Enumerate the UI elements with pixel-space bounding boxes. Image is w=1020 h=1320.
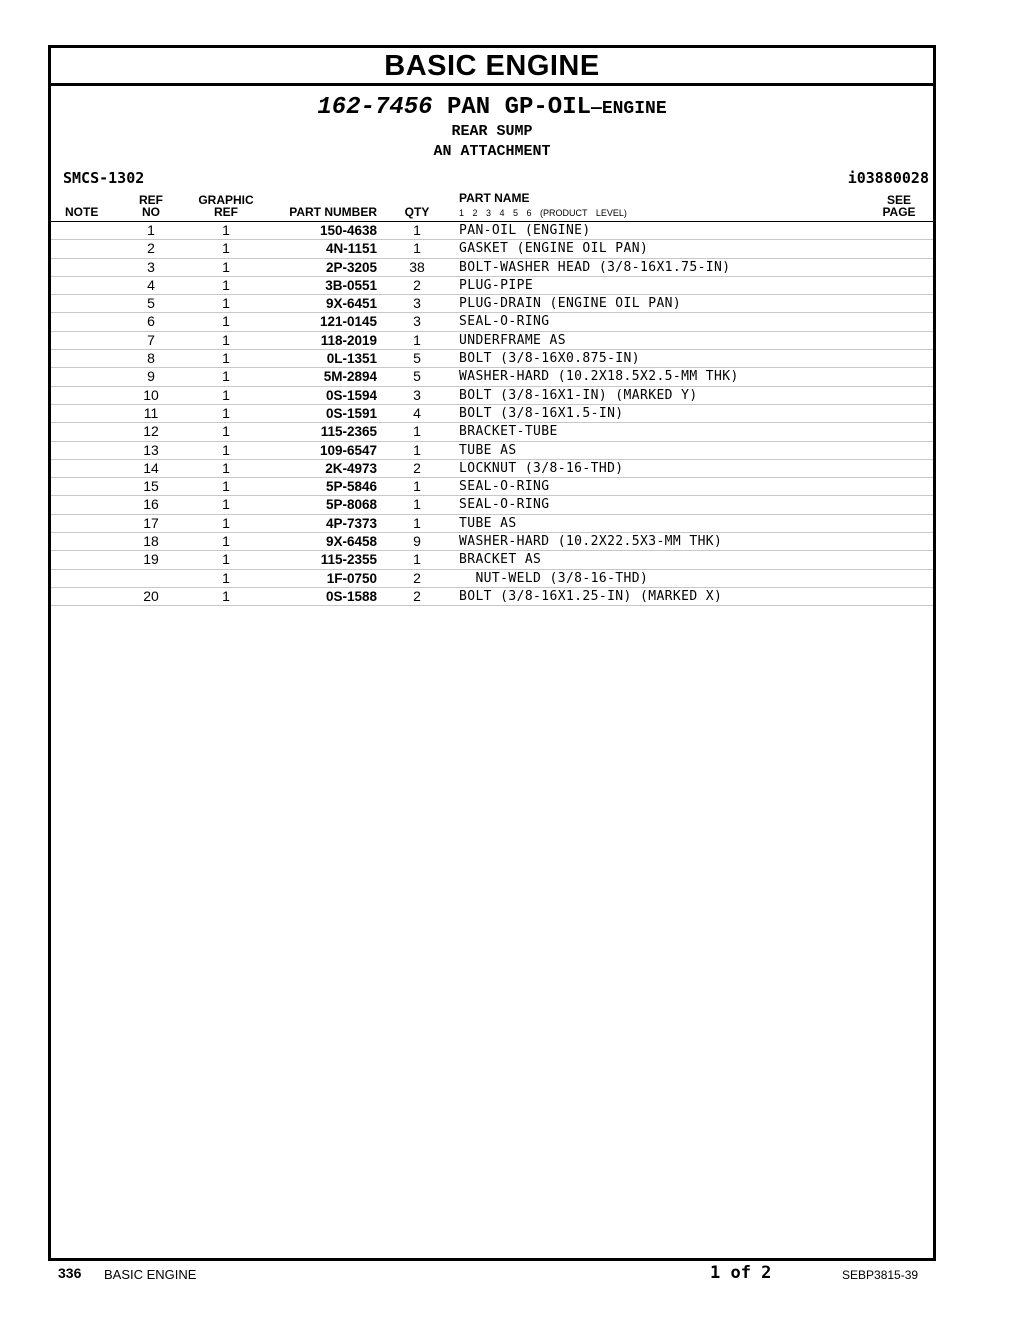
page-footer <box>0 1265 1020 1289</box>
ref-no-cell: 15 <box>143 478 159 495</box>
part-name-cell: NUT-WELD (3/8-16-THD) <box>459 570 649 586</box>
part-number-cell: 115-2355 <box>320 552 377 568</box>
part-number-cell: 2K-4973 <box>325 460 377 476</box>
part-name-cell: PAN-OIL (ENGINE) <box>459 223 591 238</box>
table-row <box>51 442 933 460</box>
header-part-name: PART NAME <box>459 191 530 205</box>
part-number-cell: 9X-6458 <box>325 534 377 550</box>
part-number-cell: 150-4638 <box>319 223 377 238</box>
table-row <box>51 570 933 588</box>
part-name-cell: TUBE AS <box>459 442 517 458</box>
part-number-cell: 115-2365 <box>320 424 377 440</box>
part-number-cell: 0S-1588 <box>325 588 377 604</box>
header-ref-top: REF <box>139 193 163 207</box>
qty-cell: 4 <box>413 404 421 421</box>
part-name-cell: WASHER-HARD (10.2X18.5X2.5-MM THK) <box>459 369 739 385</box>
part-name-cell: BRACKET-TUBE <box>459 424 558 440</box>
smcs-code: SMCS-1302 <box>63 169 145 187</box>
group-heading <box>51 86 933 162</box>
qty-cell: 38 <box>409 258 425 275</box>
table-row <box>51 222 933 240</box>
qty-cell: 9 <box>413 533 421 550</box>
qty-cell: 5 <box>413 368 421 385</box>
table-row <box>51 496 933 514</box>
graphic-ref-cell: 1 <box>222 551 230 568</box>
part-name-cell: SEAL-O-RING <box>459 314 550 330</box>
ref-no-cell: 6 <box>147 313 155 330</box>
qty-cell: 2 <box>413 459 421 476</box>
part-name-cell: BOLT (3/8-16X0.875-IN) <box>459 351 640 367</box>
qty-cell: 3 <box>413 313 421 330</box>
qty-cell: 2 <box>413 587 421 604</box>
footer-page-number: 336 <box>58 1265 82 1281</box>
table-row <box>51 405 933 423</box>
footer-document-number: SEBP3815-39 <box>842 1268 919 1282</box>
header-qty: QTY <box>404 205 430 219</box>
qty-cell: 1 <box>413 551 421 568</box>
graphic-ref-cell: 1 <box>222 386 230 403</box>
table-row <box>51 350 933 368</box>
part-name-cell: BRACKET AS <box>459 552 542 568</box>
part-name-cell: SEAL-O-RING <box>459 479 550 495</box>
qty-cell: 5 <box>413 350 421 367</box>
header-see-top: SEE <box>886 193 911 207</box>
table-row <box>51 259 933 277</box>
qty-cell: 2 <box>413 276 421 293</box>
part-name-cell: LOCKNUT (3/8-16-THD) <box>459 460 624 476</box>
graphic-ref-cell: 1 <box>222 313 230 330</box>
part-name-cell: WASHER-HARD (10.2X22.5X3-MM THK) <box>459 534 723 550</box>
graphic-ref-cell: 1 <box>222 350 230 367</box>
graphic-ref-cell: 1 <box>222 459 230 476</box>
header-product-level: 1 2 3 4 5 6 (PRODUCT LEVEL) <box>459 208 627 218</box>
part-name-cell: GASKET (ENGINE OIL PAN) <box>459 241 649 257</box>
parts-table-body <box>51 222 933 606</box>
graphic-ref-cell: 1 <box>222 587 230 604</box>
graphic-ref-cell: 1 <box>222 222 230 238</box>
part-number-cell: 4N-1151 <box>325 241 377 257</box>
part-number-cell: 109-6547 <box>319 442 377 458</box>
ref-no-cell: 2 <box>147 240 155 257</box>
group-title <box>51 95 933 122</box>
part-number-cell: 5M-2894 <box>323 369 377 385</box>
graphic-ref-cell: 1 <box>222 441 230 458</box>
qty-cell: 3 <box>413 386 421 403</box>
header-graphic-top: GRAPHIC <box>198 193 254 207</box>
illustration-id: i03880028 <box>847 169 929 187</box>
group-part-number: 162-7456 <box>317 94 433 121</box>
qty-cell: 1 <box>413 441 421 458</box>
table-row <box>51 551 933 569</box>
ref-no-cell: 13 <box>143 441 159 458</box>
group-suffix: —ENGINE <box>591 99 667 119</box>
table-row <box>51 240 933 258</box>
table-row <box>51 277 933 295</box>
qty-cell: 3 <box>413 295 421 312</box>
ref-no-cell: 16 <box>143 496 159 513</box>
footer-page-title: BASIC ENGINE <box>104 1267 197 1282</box>
table-row <box>51 313 933 331</box>
part-name-cell: SEAL-O-RING <box>459 497 550 513</box>
qty-cell: 2 <box>413 569 421 586</box>
qty-cell: 1 <box>413 331 421 348</box>
ref-no-cell: 4 <box>147 276 155 293</box>
qty-cell: 1 <box>413 222 421 238</box>
graphic-ref-cell: 1 <box>222 295 230 312</box>
part-name-cell: TUBE AS <box>459 515 517 531</box>
part-name-cell: UNDERFRAME AS <box>459 332 566 348</box>
graphic-ref-cell: 1 <box>222 240 230 257</box>
ref-no-cell: 20 <box>143 587 159 604</box>
part-name-cell: PLUG-PIPE <box>459 277 534 293</box>
ref-no-cell: 11 <box>143 404 159 421</box>
part-number-cell: 3B-0551 <box>325 277 377 293</box>
part-number-cell: 0L-1351 <box>326 351 377 367</box>
ref-no-cell: 8 <box>147 350 155 367</box>
qty-cell: 1 <box>413 478 421 495</box>
table-row <box>51 332 933 350</box>
section-title: BASIC ENGINE <box>51 48 933 86</box>
ref-no-cell: 12 <box>143 423 159 440</box>
part-number-cell: 118-2019 <box>320 332 377 348</box>
graphic-ref-cell: 1 <box>222 478 230 495</box>
part-name-cell: PLUG-DRAIN (ENGINE OIL PAN) <box>459 296 682 312</box>
part-number-cell: 1F-0750 <box>326 570 377 586</box>
qty-cell: 1 <box>413 240 421 257</box>
header-note: NOTE <box>65 205 99 219</box>
part-number-cell: 4P-7373 <box>325 515 377 531</box>
part-name-cell: BOLT-WASHER HEAD (3/8-16X1.75-IN) <box>459 259 731 275</box>
ref-no-cell: 3 <box>147 258 155 275</box>
ref-no-cell: 18 <box>143 533 159 550</box>
part-number-cell: 0S-1594 <box>325 387 377 403</box>
qty-cell: 1 <box>413 514 421 531</box>
graphic-ref-cell: 1 <box>222 496 230 513</box>
group-name: PAN GP-OIL <box>446 94 592 121</box>
ref-no-cell: 14 <box>143 459 159 476</box>
graphic-ref-cell: 1 <box>222 258 230 275</box>
header-see-bottom: PAGE <box>882 205 916 219</box>
table-row <box>51 515 933 533</box>
ref-no-cell: 17 <box>143 514 159 531</box>
table-row <box>51 387 933 405</box>
table-row <box>51 423 933 441</box>
graphic-ref-cell: 1 <box>222 276 230 293</box>
part-number-cell: 5P-5846 <box>325 479 377 495</box>
part-number-cell: 9X-6451 <box>325 296 377 312</box>
part-number-cell: 0S-1591 <box>325 405 377 421</box>
header-part-number: PART NUMBER <box>289 205 377 219</box>
qty-cell: 1 <box>413 423 421 440</box>
table-header <box>51 191 933 222</box>
footer-page-count: 1 of 2 <box>710 1263 772 1283</box>
graphic-ref-cell: 1 <box>222 569 230 586</box>
qty-cell: 1 <box>413 496 421 513</box>
part-number-cell: 2P-3205 <box>325 259 377 275</box>
part-name-cell: BOLT (3/8-16X1.25-IN) (MARKED X) <box>459 588 723 604</box>
group-subtitle-2: AN ATTACHMENT <box>433 143 551 160</box>
ref-no-cell: 7 <box>147 331 155 348</box>
part-number-cell: 121-0145 <box>319 314 377 330</box>
ref-no-cell: 5 <box>147 295 155 312</box>
ref-no-cell: 9 <box>147 368 155 385</box>
table-row <box>51 478 933 496</box>
header-ref-bottom: NO <box>142 205 160 219</box>
table-row <box>51 588 933 606</box>
graphic-ref-cell: 1 <box>222 368 230 385</box>
table-row <box>51 533 933 551</box>
table-row <box>51 460 933 478</box>
table-row <box>51 368 933 386</box>
part-name-cell: BOLT (3/8-16X1.5-IN) <box>459 405 624 421</box>
graphic-ref-cell: 1 <box>222 514 230 531</box>
table-row <box>51 295 933 313</box>
ref-no-cell: 1 <box>147 222 155 238</box>
part-name-cell: BOLT (3/8-16X1-IN) (MARKED Y) <box>459 387 698 403</box>
ref-no-cell: 19 <box>143 551 159 568</box>
graphic-ref-cell: 1 <box>222 404 230 421</box>
graphic-ref-cell: 1 <box>222 533 230 550</box>
graphic-ref-cell: 1 <box>222 331 230 348</box>
group-subtitle-1: REAR SUMP <box>451 123 533 140</box>
graphic-ref-cell: 1 <box>222 423 230 440</box>
header-graphic-bottom: REF <box>214 205 238 219</box>
part-number-cell: 5P-8068 <box>325 497 377 513</box>
ref-no-cell: 10 <box>143 386 159 403</box>
id-line <box>51 169 933 191</box>
page-frame <box>48 45 936 1261</box>
